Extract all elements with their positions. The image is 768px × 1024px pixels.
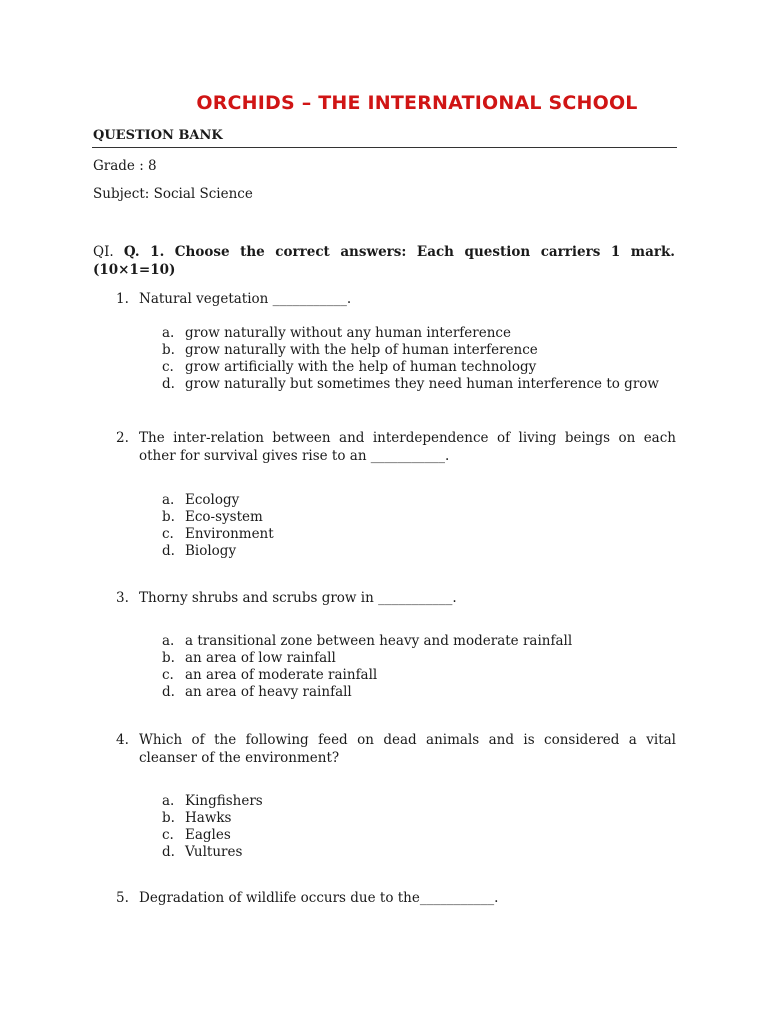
option-a [162,633,675,650]
option-text: an area of heavy rainfall [185,684,352,700]
question-number: 1. [116,291,129,307]
option-letter: b. [162,342,175,358]
option-letter: b. [162,650,175,666]
option-text: Environment [185,526,274,542]
option-text: an area of moderate rainfall [185,667,378,683]
question-1-options [162,325,675,393]
option-c [162,827,675,844]
school-title: ORCHIDS – THE INTERNATIONAL SCHOOL [196,92,638,114]
option-letter: d. [162,543,175,559]
question-text: Which of the following feed on dead animals and is considered a vital cleanser of the environment? [139,732,676,766]
section-number: QI. [93,244,114,260]
option-b [162,342,675,359]
option-text: a transitional zone between heavy and moderate rainfall [185,633,573,649]
subject-line: Subject: Social Science [93,186,253,202]
option-text: Eco-system [185,509,263,525]
option-b [162,509,675,526]
option-c [162,667,675,684]
option-text: Biology [185,543,237,559]
option-a [162,325,675,342]
question-number: 3. [116,590,129,606]
option-text: Ecology [185,492,240,508]
option-a [162,793,675,810]
option-c [162,526,675,543]
question-4-options [162,793,675,861]
question-2-options [162,492,675,560]
question-4 [116,731,676,767]
document-type-heading: QUESTION BANK [93,128,223,143]
question-text: Thorny shrubs and scrubs grow in ___________. [139,590,457,606]
option-letter: a. [162,633,175,649]
option-letter: b. [162,509,175,525]
option-d [162,684,675,701]
option-text: an area of low rainfall [185,650,336,666]
option-b [162,650,675,667]
option-text: Vultures [185,844,243,860]
option-text: Kingfishers [185,793,263,809]
question-number: 5. [116,890,129,906]
question-5 [116,889,676,907]
question-text: The inter-relation between and interdependence of living beings on each other for survival gives rise to an ___________. [139,430,676,464]
option-a [162,492,675,509]
question-text: Natural vegetation ___________. [139,291,352,307]
question-3 [116,589,676,607]
option-letter: c. [162,359,174,375]
grade-line: Grade : 8 [93,158,157,174]
option-text: grow artificially with the help of human technology [185,359,537,375]
option-text: grow naturally but sometimes they need human interference to grow [185,376,659,392]
option-letter: d. [162,684,175,700]
question-2 [116,429,676,465]
option-letter: c. [162,667,174,683]
question-number: 2. [116,430,129,446]
option-letter: a. [162,793,175,809]
question-3-options [162,633,675,701]
option-d [162,543,675,560]
option-text: grow naturally without any human interference [185,325,511,341]
option-c [162,359,675,376]
question-text: Degradation of wildlife occurs due to the___________. [139,890,499,906]
option-letter: a. [162,325,175,341]
option-text: grow naturally with the help of human interference [185,342,538,358]
header-divider [92,147,677,148]
instruction-text: Q. 1. Choose the correct answers: Each question carriers 1 mark. (10×1=10) [93,244,675,278]
option-letter: b. [162,810,175,826]
option-text: Hawks [185,810,232,826]
option-b [162,810,675,827]
option-letter: c. [162,827,174,843]
question-number: 4. [116,732,129,748]
option-d [162,844,675,861]
section-instruction [93,243,675,279]
option-d [162,376,675,393]
question-1 [116,290,676,308]
option-text: Eagles [185,827,231,843]
option-letter: a. [162,492,175,508]
option-letter: c. [162,526,174,542]
option-letter: d. [162,376,175,392]
option-letter: d. [162,844,175,860]
